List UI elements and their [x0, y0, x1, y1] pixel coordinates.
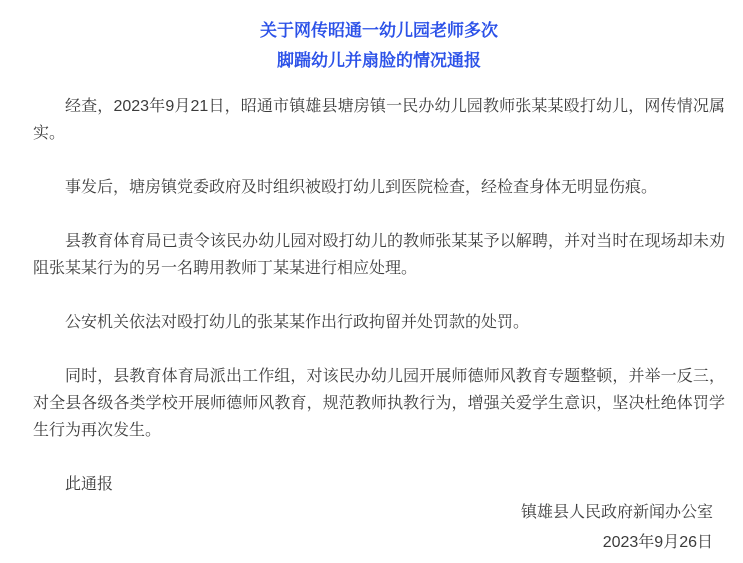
title-line-2: 脚踹幼儿并扇脸的情况通报: [277, 51, 481, 70]
paragraph-rectification: 同时，县教育体育局派出工作组，对该民办幼儿园开展师德师风教育专题整顿，并举一反三，对全县各级各类学校开展师德师风教育，规范教师执教行为，增强关爱学生意识，坚决杜绝体罚学生行为再次发生。: [33, 368, 725, 439]
notice-footer: [33, 498, 725, 558]
paragraph-hospital-check: 事发后，塘房镇党委政府及时组织被殴打幼儿到医院检查，经检查身体无明显伤痕。: [65, 179, 658, 196]
date: 2023年9月26日: [602, 534, 713, 551]
notice-title: [33, 16, 725, 76]
signature: 镇雄县人民政府新闻办公室: [520, 504, 713, 521]
paragraph-dismissal: 县教育体育局已责令该民办幼儿园对殴打幼儿的教师张某某予以解聘，并对当时在现场却未劝阻张某某行为的另一名聘用教师丁某某进行相应处理。: [33, 233, 725, 277]
title-line-1: 关于网传昭通一幼儿园老师多次: [260, 21, 498, 40]
paragraph-investigation: 经查，2023年9月21日，昭通市镇雄县塘房镇一民办幼儿园教师张某某殴打幼儿，网传情况属实。: [33, 98, 725, 142]
paragraph-police-action: 公安机关依法对殴打幼儿的张某某作出行政拘留并处罚款的处罚。: [65, 314, 530, 331]
notice-body: [33, 93, 725, 498]
closing-line: 此通报: [65, 476, 114, 493]
